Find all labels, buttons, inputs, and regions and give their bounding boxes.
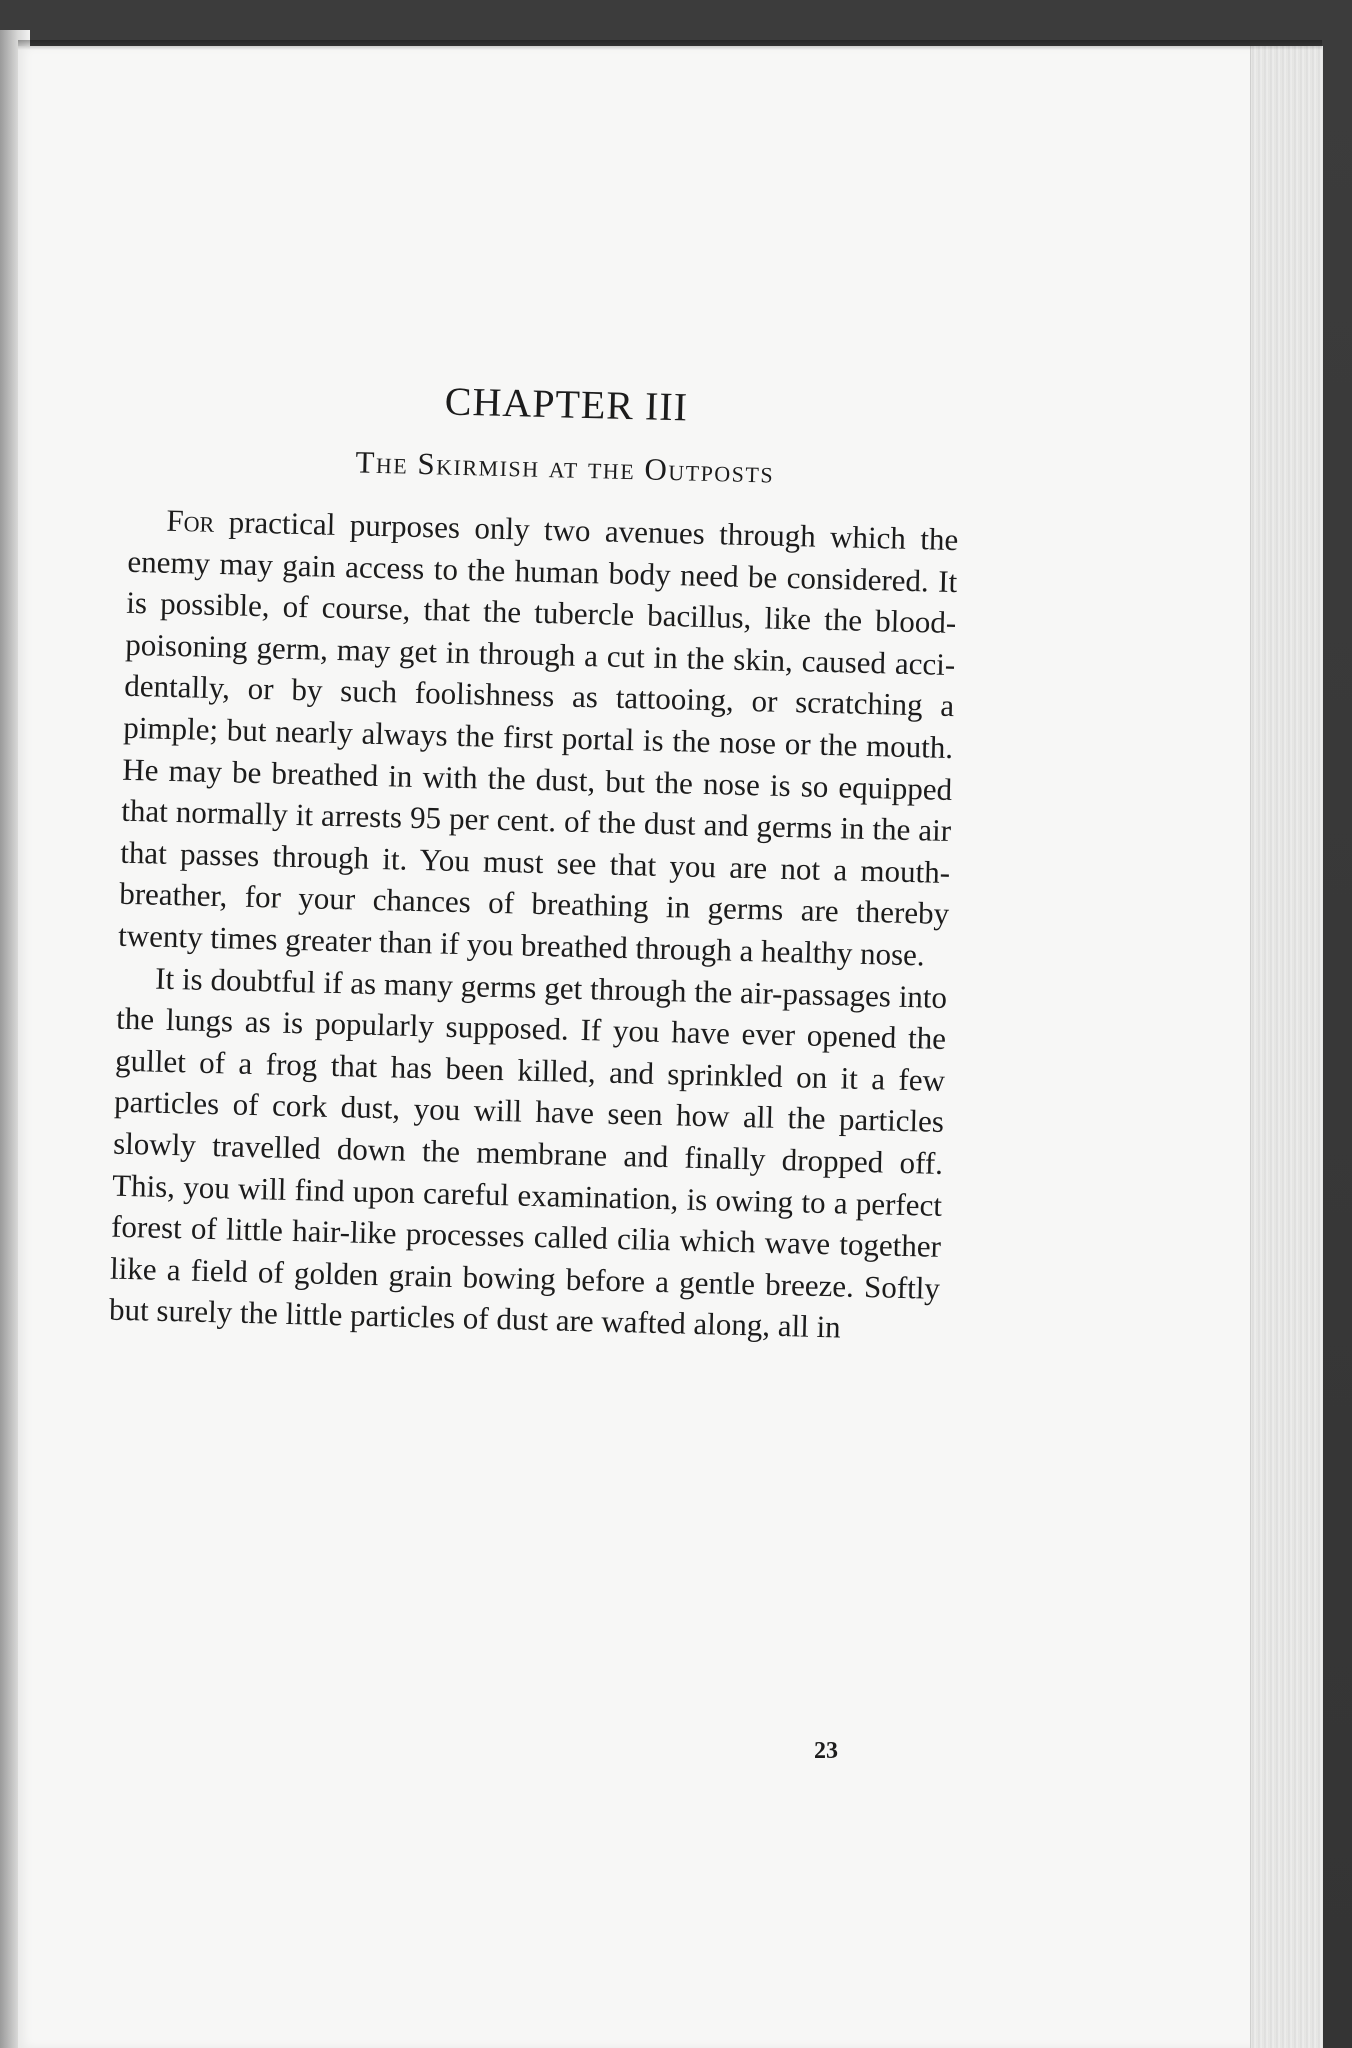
paragraph-lead-word: For [166,502,215,539]
page-text-block [109,370,962,1351]
top-shadow [18,40,1322,50]
paragraph-2 [109,956,948,1351]
paragraph-1 [118,499,959,977]
page-edges [1250,46,1323,2048]
paragraph-text: It is doubtful if as many germs get through the air-passages into the lungs as is popularly supposed. If you have ever opened the gullet of a frog that has been killed, and sprinkled on it a few particles of cork dust, you will have seen how all the particles slowly travelled down the membrane and finally dropped off. This, you will find upon careful examination, is owing to a perfect forest of little hair-like processes called cilia which wave together like a field of golden grain bowing before a gentle breeze. Softly but surely the little particles of dust are wafted along, all in [108,960,948,1345]
chapter-subtitle: The Skirmish at the Outposts [355,444,775,490]
page-number: 23 [814,1738,838,1764]
chapter-title: CHAPTER III [444,378,689,430]
paragraph-text: practical purposes only two avenues through which the enemy may gain access to the human body need be considered. It is possible, of course, that the tubercle bacillus, like the blood-poisoning germ, may get in through a cut in the skin, caused accidentally, or by such foolishness as tattooing, or scratching a pimple; but nearly always the first portal is the nose or the mouth. He may be breathed in with the dust, but the nose is so equipped that normally it arrests 95 per cent. of the dust and germs in the air that passes through it. You must see that you are not a mouth-breather, for your chances of breathing in germs are thereby twenty times greater than if you breathed through a healthy nose. [117,503,959,973]
